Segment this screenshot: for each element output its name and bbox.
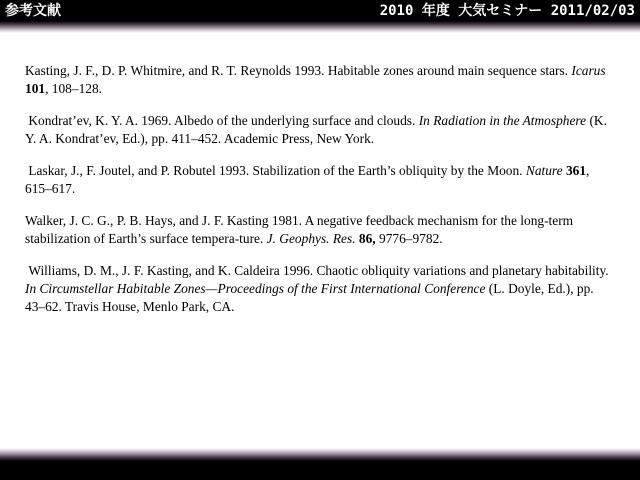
reference-entry <box>25 162 610 199</box>
header-bar <box>0 0 640 21</box>
reference-text-segment: In Radiation in the Atmosphere <box>418 112 587 128</box>
footer-gradient <box>0 448 640 461</box>
reference-text-segment: Walker, J. C. G., P. B. Hays, and J. F. Kasting 1981. A negative feedback mechanism for the long-term stabilization of Earth’s surface tempera-ture. <box>25 212 577 246</box>
reference-list <box>25 62 613 316</box>
reference-text-segment: , 108–128. <box>45 81 103 97</box>
reference-entry <box>25 212 610 249</box>
session-info: 2010 年度 大気セミナー 2011/02/03 <box>379 3 635 19</box>
reference-text-segment: (K. Y. A. Kondrat’ev, Ed.), pp. 411–452. Academic Press, New York. <box>25 112 610 147</box>
reference-text-segment: Kasting, J. F., D. P. Whitmire, and R. T. Reynolds 1993. Habitable zones around main sequence stars. <box>25 63 572 78</box>
reference-text-segment <box>606 63 609 78</box>
reference-text-segment: , 615–617. <box>25 162 593 197</box>
reference-text-segment: Icarus <box>571 63 606 78</box>
reference-text-segment: (L. Doyle, Ed.), pp. 43–62. Travis House, Menlo Park, CA. <box>25 280 598 315</box>
reference-text-segment: Nature <box>525 162 563 178</box>
reference-entry <box>25 62 610 99</box>
reference-entry <box>25 112 610 149</box>
reference-text-segment: 86, <box>358 230 376 246</box>
slide-title: 参考文献 <box>5 3 61 19</box>
content-area <box>0 33 640 448</box>
reference-text-segment: J. Geophys. Res. <box>266 230 356 246</box>
header-gradient <box>0 21 640 33</box>
reference-text-segment: Laskar, J., F. Joutel, and P. Robutel 1993. Stabilization of the Earth’s obliquity by the Moon. <box>25 162 526 178</box>
footer-bar <box>0 461 640 480</box>
reference-text-segment: 361 <box>565 162 587 178</box>
reference-text-segment: 9776–9782. <box>375 230 443 246</box>
reference-text-segment: In Circumstellar Habitable Zones—Proceedings of the First International Conference <box>25 280 486 296</box>
reference-text-segment: 101 <box>25 81 46 97</box>
reference-entry <box>25 262 613 317</box>
reference-text-segment: Kondrat’ev, K. Y. A. 1969. Albedo of the underlying surface and clouds. <box>25 112 419 128</box>
reference-text-segment: Williams, D. M., J. F. Kasting, and K. Caldeira 1996. Chaotic obliquity variations and planetary habitability. <box>25 262 613 278</box>
